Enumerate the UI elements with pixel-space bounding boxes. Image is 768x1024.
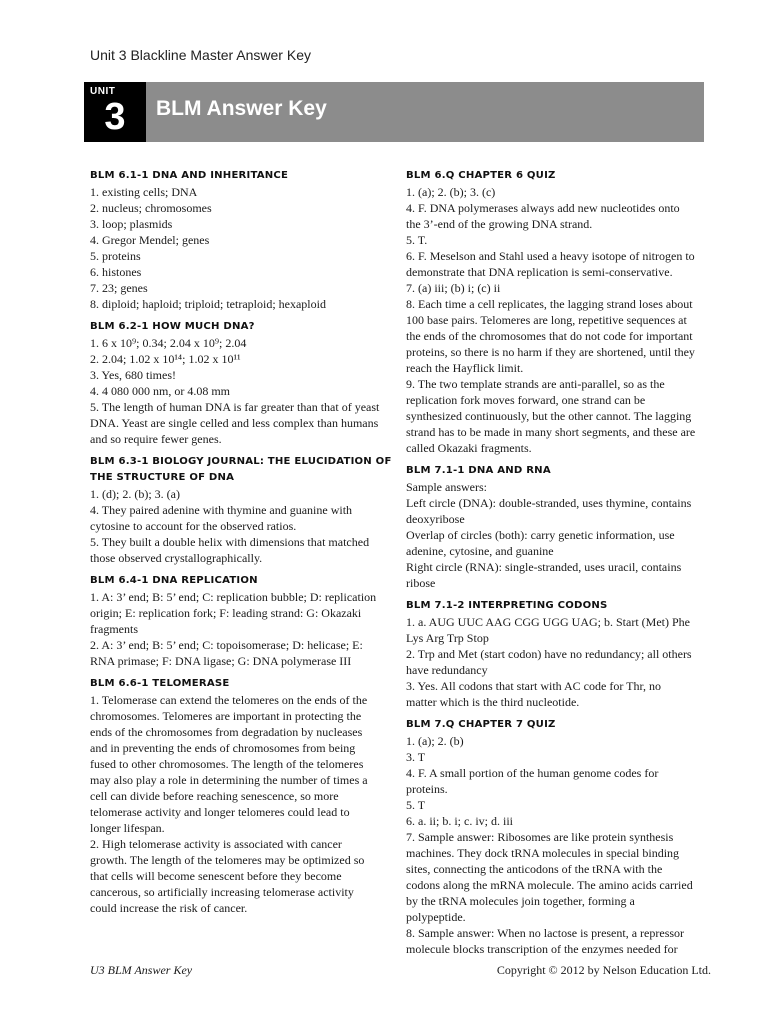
answer-line: 2. Trp and Met (start codon) have no redundancy; all others [406,647,692,661]
page-title: BLM Answer Key [156,97,327,120]
answer-line: 3. Yes, 680 times! [90,368,177,382]
answer-section [90,573,396,669]
section-heading: BLM 6.1-1 DNA AND INHERITANCE [90,170,289,181]
answer-line: cancerous, so artificially increasing telomerase activity [90,885,354,899]
answer-line: 5. The length of human DNA is far greater than that of yeast [90,400,380,414]
unit-number: 3 [104,96,126,138]
answer-line: 1. (a); 2. (b); 3. (c) [406,185,496,199]
answer-line: 3. loop; plasmids [90,217,173,231]
answer-line: ends of the chromosomes from degradation by nucleases [90,725,363,739]
answer-line: telomerase activity and longer telomeres could lead to [90,805,350,819]
answer-line: 2. 2.04; 1.02 x 10¹⁴; 1.02 x 10¹¹ [90,352,241,366]
answer-line: Overlap of circles (both): carry genetic information, use [406,528,675,542]
answer-section [90,454,396,566]
answer-line: 1. (d); 2. (b); 3. (a) [90,487,180,501]
answer-line: synthesized continuously, but the other cannot. The lagging [406,409,692,423]
section-heading: BLM 7.1-2 INTERPRETING CODONS [406,600,608,611]
answer-line: DNA. Yeast are single celled and less complex than humans [90,416,379,430]
section-heading: BLM 6.4-1 DNA REPLICATION [90,575,258,586]
answer-line: have redundancy [406,663,488,677]
answer-line: 8. Each time a cell replicates, the lagging strand loses about [406,297,693,311]
answer-line: sites, connecting the anticodons of the tRNA with the [406,862,663,876]
unit-badge [84,82,146,142]
answer-line: ribose [406,576,436,590]
answer-line: 1. Telomerase can extend the telomeres on the ends of the [90,693,368,707]
section-heading: BLM 7.1-1 DNA AND RNA [406,465,551,476]
answer-line: 4. F. DNA polymerases always add new nucleotides onto [406,201,680,215]
answer-line: could increase the risk of cancer. [90,901,248,915]
answer-line: may also play a role in determining the number of times a [90,773,368,787]
answer-line: 9. The two template strands are anti-parallel, so as the [406,377,665,391]
answer-line: polypeptide. [406,910,466,924]
answer-section [406,168,712,456]
answer-line: longer lifespan. [90,821,165,835]
answer-section [90,168,396,312]
answer-line: 3. T [406,750,426,764]
section-heading: BLM 6.2-1 HOW MUCH DNA? [90,321,255,332]
section-heading: BLM 7.Q CHAPTER 7 QUIZ [406,719,556,730]
answer-line: cytosine to account for the observed ratios. [90,519,297,533]
answer-line: 1. 6 x 10⁹; 0.34; 2.04 x 10⁹; 2.04 [90,336,247,350]
answer-line: 6. F. Meselson and Stahl used a heavy isotope of nitrogen to [406,249,695,263]
answer-line: machines. They dock tRNA molecules in special binding [406,846,680,860]
answer-line: proteins. [406,782,448,796]
answer-line: 1. A: 3’ end; B: 5’ end; C: replication bubble; D: replication [90,590,377,604]
answer-line: deoxyribose [406,512,465,526]
answer-line: 6. histones [90,265,142,279]
footer-title: U3 BLM Answer Key [90,963,193,977]
answer-line: 8. diploid; haploid; triploid; tetraploid; hexaploid [90,297,326,311]
answer-line: 2. High telomerase activity is associated with cancer [90,837,342,851]
answer-line: Right circle (RNA): single-stranded, uses uracil, contains [406,560,682,574]
answer-line: 2. A: 3’ end; B: 5’ end; C: topoisomerase; D: helicase; E: [90,638,363,652]
answer-line: and in preventing the ends of chromosomes from being [90,741,356,755]
answer-line: 7. 23; genes [90,281,148,295]
answer-line: strand has to be made in many short segments, and these are [406,425,696,439]
answer-line: fused to other chromosomes. The length of the telomeres [90,757,364,771]
answer-line: replication fork moves forward, one strand can be [406,393,646,407]
answer-line: 6. a. ii; b. i; c. iv; d. iii [406,814,513,828]
answer-line: Left circle (DNA): double-stranded, uses thymine, contains [406,496,692,510]
answer-line: 4. F. A small portion of the human genome codes for [406,766,659,780]
answer-line: 7. Sample answer: Ribosomes are like protein synthesis [406,830,674,844]
answer-line: called Okazaki fragments. [406,441,532,455]
answer-line: 1. a. AUG UUC AAG CGG UGG UAG; b. Start (Met) Phe [406,615,690,629]
answer-line: matter which is the third nucleotide. [406,695,580,709]
answer-line: 8. Sample answer: When no lactose is present, a repressor [406,926,685,940]
left-column [90,168,396,923]
answer-line: 100 base pairs. Telomeres are long, repetitive sequences at [406,313,687,327]
answer-line: that cells will become senescent before they become [90,869,342,883]
section-heading: BLM 6.3-1 BIOLOGY JOURNAL: THE ELUCIDATION OF THE STRUCTURE OF DNA [90,456,392,483]
answer-section [90,676,396,916]
footer-copyright: Copyright © 2012 by Nelson Education Ltd. [496,963,711,977]
answer-line: Sample answers: [406,480,487,494]
answer-line: 4. 4 080 000 nm, or 4.08 mm [90,384,230,398]
answer-line: 5. proteins [90,249,141,263]
answer-line: 5. T. [406,233,428,247]
answer-line: origin; E: replication fork; F: leading strand: G: Okazaki [90,606,362,620]
answer-line: the 3’-end of the growing DNA strand. [406,217,593,231]
answer-section [406,598,712,710]
answer-line: 3. Yes. All codons that start with AC code for Thr, no [406,679,661,693]
answer-section [90,319,396,447]
answer-line: codons along the mRNA molecule. The amino acids carried [406,878,693,892]
answer-line: RNA primase; F: DNA ligase; G: DNA polymerase III [90,654,352,668]
right-column [406,168,712,964]
section-heading: BLM 6.6-1 TELOMERASE [90,678,230,689]
answer-line: cell can divide before reaching senescence, so more [90,789,339,803]
unit-label: UNIT [90,86,116,97]
answer-line: fragments [90,622,138,636]
answer-line: chromosomes. Telomeres are important in protecting the [90,709,362,723]
answer-line: 1. (a); 2. (b) [406,734,464,748]
answer-line: molecule blocks transcription of the enzymes needed for [406,942,678,956]
answer-line: reach the Hayflick limit. [406,361,524,375]
answer-line: and so require fewer genes. [90,432,222,446]
answer-line: 4. Gregor Mendel; genes [90,233,210,247]
answer-line: 1. existing cells; DNA [90,185,198,199]
answer-line: the ends of the chromosomes that do not code for important [406,329,693,343]
answer-line: Lys Arg Trp Stop [406,631,489,645]
running-header: Unit 3 Blackline Master Answer Key [90,47,311,63]
answer-line: 5. T [406,798,426,812]
answer-line: proteins, so there is no harm if they are shortened, until they [406,345,695,359]
answer-section [406,717,712,957]
answer-line: 4. They paired adenine with thymine and guanine with [90,503,353,517]
section-heading: BLM 6.Q CHAPTER 6 QUIZ [406,170,556,181]
answer-line: adenine, cytosine, and guanine [406,544,554,558]
answer-line: 2. nucleus; chromosomes [90,201,212,215]
answer-line: demonstrate that DNA replication is semi-conservative. [406,265,673,279]
answer-line: by the tRNA molecules join together, forming a [406,894,635,908]
answer-line: 5. They built a double helix with dimensions that matched [90,535,370,549]
answer-section [406,463,712,591]
answer-line: those observed crystallographically. [90,551,263,565]
answer-line: 7. (a) iii; (b) i; (c) ii [406,281,501,295]
answer-line: growth. The length of the telomeres may be optimized so [90,853,365,867]
